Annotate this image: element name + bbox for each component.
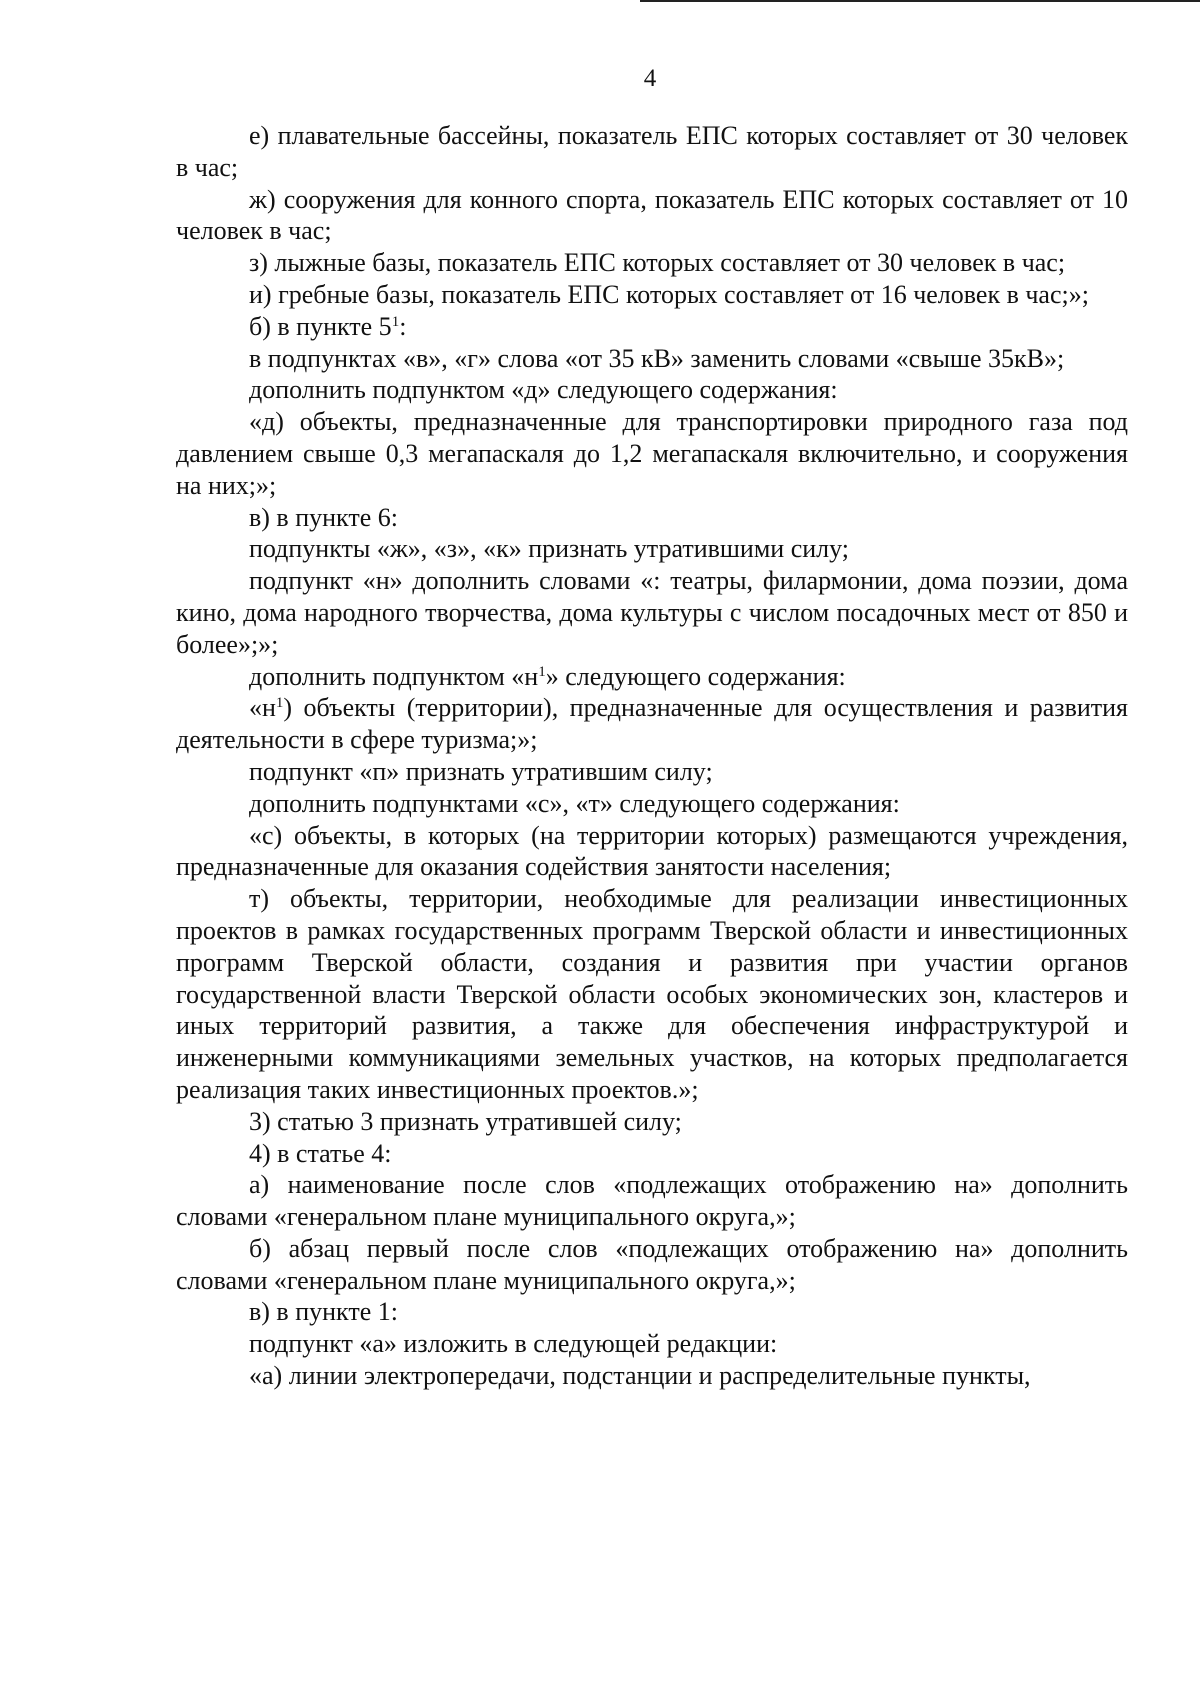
paragraph-text: » следующего содержания:: [545, 661, 846, 691]
paragraph: «а) линии электропередачи, подстанции и распределительные пункты,: [249, 1361, 1031, 1391]
superscript: 1: [275, 695, 284, 712]
paragraph: [176, 661, 1128, 693]
paragraph: подпункт «а» изложить в следующей редакции:: [249, 1329, 778, 1359]
paragraph: т) объекты, территории, необходимые для реализации инвестиционных проектов в рамках государственных программ Тверской области и инвестиционных программ Тверской области, создания и развития при участии органов государственной власти Тверской области особых экономических зон, кластеров и иных территорий развития, а также для обеспечения инфраструктурой и инженерными коммуникациями земельных участков, на которых предполагается реализация таких инвестиционных проектов.»;: [176, 884, 1128, 1104]
paragraph: подпункты «ж», «з», «к» признать утратившими силу;: [249, 534, 850, 564]
paragraph-text: б) в пункте 5: [249, 311, 392, 341]
paragraph: е) плавательные бассейны, показатель ЕПС которых составляет от 30 человек в час;: [176, 121, 1128, 182]
paragraph: 3) статью 3 признать утратившей силу;: [249, 1106, 682, 1136]
paragraph: а) наименование после слов «подлежащих отображению на» дополнить словами «генеральном плане муниципального округа,»;: [176, 1170, 1128, 1232]
paragraph: «д) объекты, предназначенные для транспортировки природного газа под давлением свыше 0,3 мегапаскаля до 1,2 мегапаскаля включительно, и сооружения на них;»;: [176, 407, 1128, 500]
top-border-line: [640, 0, 1200, 2]
paragraph: [176, 311, 1128, 343]
paragraph: в) в пункте 6:: [249, 502, 398, 532]
paragraph: в) в пункте 1:: [249, 1297, 398, 1327]
paragraph: и) гребные базы, показатель ЕПС которых составляет от 16 человек в час;»;: [249, 279, 1089, 309]
paragraph-text: :: [399, 311, 407, 341]
paragraph: 4) в статье 4:: [249, 1138, 392, 1168]
paragraph: «с) объекты, в которых (на территории которых) размещаются учреждения, предназначенные для оказания содействия занятости населения;: [176, 820, 1128, 882]
paragraph: в подпунктах «в», «г» слова «от 35 кВ» заменить словами «свыше 35кВ»;: [249, 343, 1065, 373]
paragraph: ж) сооружения для конного спорта, показатель ЕПС которых составляет от 10 человек в час;: [176, 184, 1128, 246]
document-body: [176, 120, 1128, 1392]
paragraph-text: ) объекты (территории), предназначенные для осуществления и развития деятельности в сфере туризма;»;: [176, 693, 1128, 755]
paragraph: б) абзац первый после слов «подлежащих отображению на» дополнить словами «генеральном плане муниципального округа,»;: [176, 1233, 1128, 1295]
paragraph: подпункт «н» дополнить словами «: театры, филармонии, дома поэзии, дома кино, дома народного творчества, дома культуры с числом посадочных мест от 850 и более»;»;: [176, 566, 1128, 659]
paragraph: дополнить подпунктом «д» следующего содержания:: [249, 375, 838, 405]
paragraph: [176, 692, 1128, 756]
superscript: 1: [538, 663, 546, 680]
superscript: 1: [391, 313, 400, 330]
paragraph-text: «н: [249, 693, 276, 723]
paragraph-text: дополнить подпунктом «н: [249, 661, 539, 691]
page-number: 4: [643, 65, 657, 92]
paragraph: дополнить подпунктами «с», «т» следующего содержания:: [249, 788, 900, 818]
paragraph: з) лыжные базы, показатель ЕПС которых составляет от 30 человек в час;: [249, 248, 1066, 278]
paragraph: подпункт «п» признать утратившим силу;: [249, 756, 713, 786]
